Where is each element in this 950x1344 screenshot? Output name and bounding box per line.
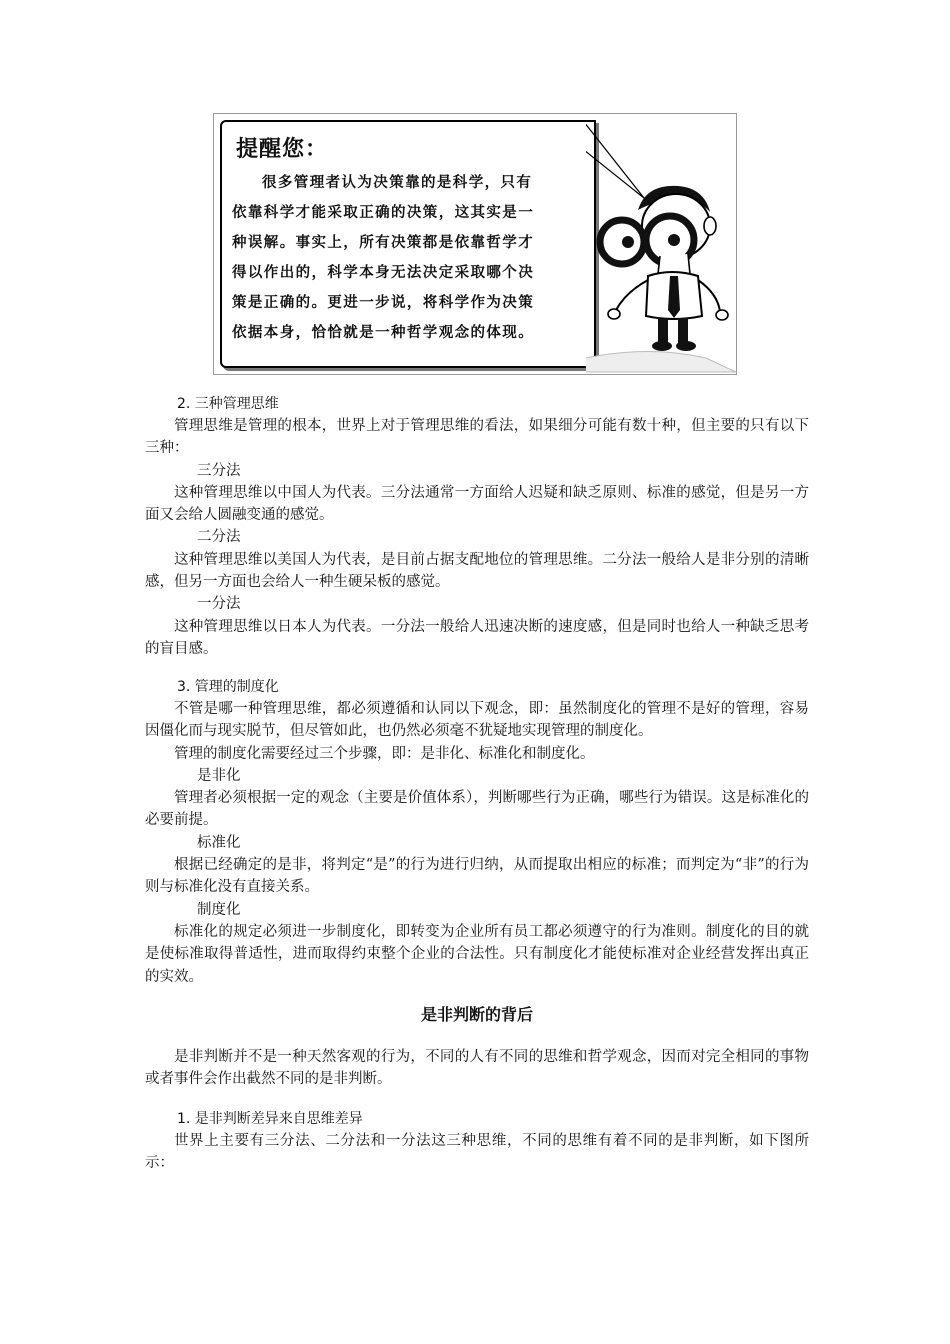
item-label: 制度化 (197, 901, 241, 918)
paragraph: 世界上主要有三分法、二分法和一分法这三种思维，不同的思维有着不同的是非判断，如下图所示： (145, 1133, 809, 1172)
item-label: 标准化 (197, 834, 241, 851)
reminder-line: 种误解。事实上，所有决策都是依靠哲学才 (232, 235, 535, 251)
item-label: 二分法 (197, 529, 241, 546)
section-heading: 1. 是非判断差异来自思维差异 (177, 1111, 363, 1127)
section-three-thinking (145, 393, 809, 660)
paragraph: 不管是哪一种管理思维，都必须遵循和认同以下观念，即：虽然制度化的管理不是好的管理，容易因僵化而与现实脱节，但尽管如此，也仍然必须毫不犹疑地实现管理的制度化。 (145, 701, 809, 740)
reminder-body (232, 168, 572, 348)
paragraph: 管理者必须根据一定的观念（主要是价值体系），判断哪些行为正确，哪些行为错误。这是标准化的必要前提。 (145, 790, 809, 829)
section-heading: 3. 管理的制度化 (177, 679, 279, 695)
chapter-title: 是非判断的背后 (420, 1005, 533, 1024)
paragraph: 管理的制度化需要经过三个步骤，即：是非化、标准化和制度化。 (174, 745, 595, 762)
reminder-line: 得以作出的，科学本身无法决定采取哪个决 (232, 265, 535, 281)
reminder-panel (213, 113, 737, 375)
section-heading: 2. 三种管理思维 (177, 396, 279, 412)
paragraph: 管理思维是管理的根本，世界上对于管理思维的看法，如果细分可能有数十种，但主要的只有以下三种： (145, 418, 809, 457)
paragraph: 这种管理思维以中国人为代表。三分法通常一方面给人迟疑和缺乏原则、标准的感觉，但是另一方面又会给人圆融变通的感觉。 (145, 484, 809, 524)
item-label: 一分法 (197, 596, 241, 613)
reminder-card (220, 120, 596, 368)
paragraph: 根据已经确定的是非，将判定“是”的行为进行归纳，从而提取出相应的标准；而判定为“非”的行为则与标准化没有直接关系。 (145, 857, 809, 896)
section-institutionalization (145, 676, 809, 988)
reminder-line: 依据本身，恰恰就是一种哲学观念的体现。 (232, 325, 535, 341)
item-label: 三分法 (197, 462, 241, 479)
paragraph: 这种管理思维以美国人为代表，是目前占据支配地位的管理思维。二分法一般给人是非分别的清晰感，但另一方面也会给人一种生硬呆板的感觉。 (145, 551, 809, 591)
reminder-line: 很多管理者认为决策靠的是科学，只有 (262, 175, 533, 191)
reminder-line: 依靠科学才能采取正确的决策，这其实是一 (232, 205, 535, 221)
paragraph: 标准化的规定必须进一步制度化，即转变为企业所有员工都必须遵守的行为准则。制度化的目的就是使标准取得普适性，进而取得约束整个企业的合法性。只有制度化才能使标准对企业经营发挥出真正的实效。 (145, 923, 809, 985)
reminder-title: 提醒您： (236, 137, 329, 162)
glasses-man-illustration (586, 114, 736, 374)
paragraph: 是非判断并不是一种天然客观的行为，不同的人有不同的思维和哲学观念，因而对完全相同的事物或者事件会作出截然不同的是非判断。 (145, 1049, 809, 1088)
reminder-line: 策是正确的。更进一步说，将科学作为决策 (232, 295, 535, 311)
subsection-judgment-difference (145, 1108, 809, 1175)
chapter-intro (145, 1046, 809, 1091)
item-label: 是非化 (197, 767, 241, 784)
paragraph: 这种管理思维以日本人为代表。一分法一般给人迅速决断的速度感，但是同时也给人一种缺乏思考的盲目感。 (145, 618, 809, 657)
